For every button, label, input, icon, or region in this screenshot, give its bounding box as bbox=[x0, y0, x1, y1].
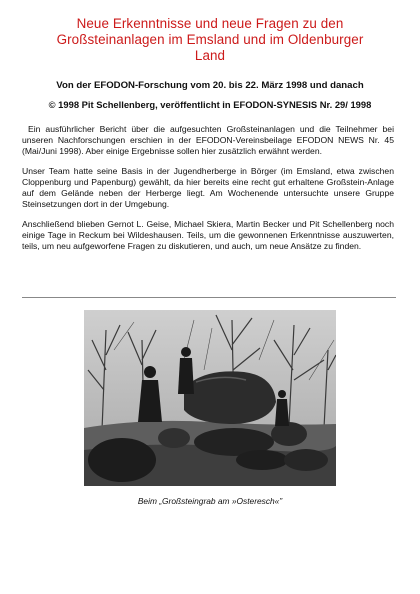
article-title-line: Großsteinanlagen im Emsland und im Oldenburger bbox=[56, 32, 364, 47]
photo-caption: Beim „Großsteingrab am »Osteresch«” bbox=[137, 496, 283, 506]
body-paragraph: Anschließend blieben Gernot L. Geise, Michael Skiera, Martin Becker und Pit Schellenberg noch einige Tage in Reckum bei Wildeshausen. Teils, um die gewonnenen Erkenntnisse auszuwerten, teils, um neu aufgeworfene Fragen zu diskutieren, und auch, um neue Ansätze zu finden. bbox=[22, 219, 394, 251]
body-paragraph: Unser Team hatte seine Basis in der Jugendherberge in Börger (im Emsland, etwa zwischen Cloppenburg und Papenburg) gewählt, da hier bereits eine recht gut erhaltene Großstein-Anlage auf dem Gelände neben der Herberge liegt. Am Wochenende untersuchte unsere Gruppe Steinsetzungen dort in der Umgebung. bbox=[22, 166, 394, 209]
article-subtitle: Von der EFODON-Forschung vom 20. bis 22. März 1998 und danach bbox=[56, 80, 364, 91]
megalith-photo bbox=[84, 310, 336, 486]
horizontal-divider bbox=[22, 297, 396, 298]
article-body bbox=[22, 124, 394, 261]
body-paragraph: Ein ausführlicher Bericht über die aufgesuchten Großsteinanlagen und die Teilnehmer bei unseren Nachforschungen erschien in der EFODON-Vereinsbeilage EFODON NEWS Nr. 45 (Mai/Juni 1998). Aber einige Ergebnisse sollen hier zusätzlich erwähnt werden. bbox=[22, 124, 394, 156]
article-title-line: Neue Erkenntnisse und neue Fragen zu den bbox=[76, 16, 344, 31]
copyright-line: © 1998 Pit Schellenberg, veröffentlicht in EFODON-SYNESIS Nr. 29/ 1998 bbox=[48, 99, 372, 110]
article-title-line: Land bbox=[194, 48, 226, 63]
article-title bbox=[40, 16, 380, 64]
photo-illustration bbox=[84, 310, 336, 486]
